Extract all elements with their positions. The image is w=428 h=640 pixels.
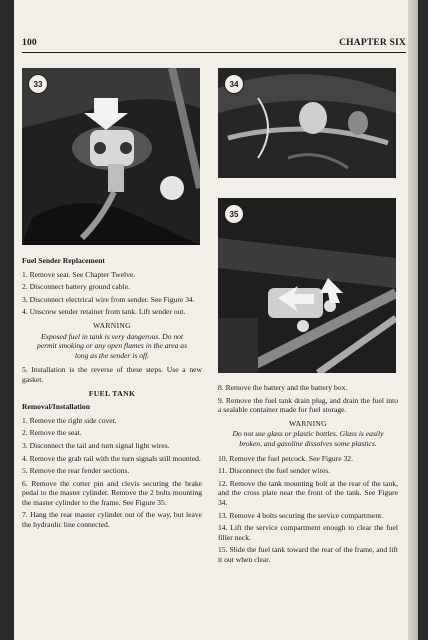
right-column: [218, 383, 398, 568]
step-text: 12. Remove the tank mounting bolt at the rear of the tank, and the cross plate near the front of the tank. See Figure 34.: [218, 478, 398, 507]
subheading-removal-installation: Removal/Installation: [22, 402, 90, 412]
step-text: 6. Remove the cotter pin and clevis securing the brake pedal to the master cylinder. Remove the 2 bolts mounting the master cylinder to the frame. See Figure 35.: [22, 478, 202, 507]
fuel-sender-photo: [22, 68, 200, 245]
step-text: 1. Remove seat. See Chapter Twelve.: [22, 269, 136, 279]
step-text: 11. Disconnect the fuel sender wires.: [218, 466, 331, 476]
chapter-title: CHAPTER SIX: [339, 38, 406, 48]
step-text: 2. Remove the seat.: [22, 428, 82, 438]
master-cylinder-photo: [218, 198, 396, 373]
step-text: 7. Hang the rear master cylinder out of the way, but leave the hydraulic line connected.: [22, 510, 202, 530]
step-text: 1. Remove the right side cover.: [22, 415, 117, 425]
figure-number-33: 33: [28, 74, 48, 94]
page-header: [22, 38, 406, 52]
step-text: 3. Disconnect electrical wire from sender. See Figure 34.: [22, 294, 195, 304]
step-text: 8. Remove the battery and the battery box.: [218, 383, 348, 392]
warning-body: Do not use glass or plastic bottles. Glass is easily broken, and gasoline dissolves some plastics.: [232, 429, 384, 448]
step-text: 10. Remove the fuel petcock. See Figure 32.: [218, 453, 353, 463]
step-text: 4. Unscrew sender retainer from tank. Lift sender out.: [22, 307, 186, 317]
step-text: 4. Remove the grab rail with the turn signals still mounted.: [22, 453, 201, 463]
section-title-fuel-tank: FUEL TANK: [88, 388, 136, 398]
page-number: 100: [22, 38, 37, 48]
step-text: 14. Lift the service compartment enough to clear the fuel filler neck.: [218, 523, 398, 542]
figure-34-photo: [218, 68, 396, 178]
figure-33-photo: [22, 68, 200, 245]
step-text: 2. Disconnect battery ground cable.: [22, 282, 130, 292]
step-text: 13. Remove 4 bolts securing the service compartment.: [218, 510, 384, 520]
figure-number-35: 35: [224, 204, 244, 224]
step-text: 5. Remove the rear fender sections.: [22, 466, 130, 476]
step-text: 15. Slide the fuel tank toward the rear of the frame, and lift it out when clear.: [218, 545, 398, 564]
warning-title: WARNING: [289, 418, 327, 428]
warning-body: Exposed fuel in tank is very dangerous. Do not permit smoking or any open flames in the area as long as the sender is off.: [36, 331, 188, 360]
figure-number-34: 34: [224, 74, 244, 94]
left-column: [22, 256, 202, 533]
header-rule: [22, 52, 406, 53]
warning-title: WARNING: [93, 320, 131, 330]
page-edge: [408, 0, 418, 640]
step-text: 3. Disconnect the tail and turn signal light wires.: [22, 440, 170, 450]
figure-35-photo: [218, 198, 396, 373]
tank-wiring-photo: [218, 68, 396, 178]
step-text: 5. Installation is the reverse of these steps. Use a new gasket.: [22, 365, 202, 384]
section-heading-fuel-sender: Fuel Sender Replacement: [22, 256, 105, 265]
step-text: 9. Remove the fuel tank drain plug, and drain the fuel into a sealable container made for fuel storage.: [218, 395, 398, 415]
